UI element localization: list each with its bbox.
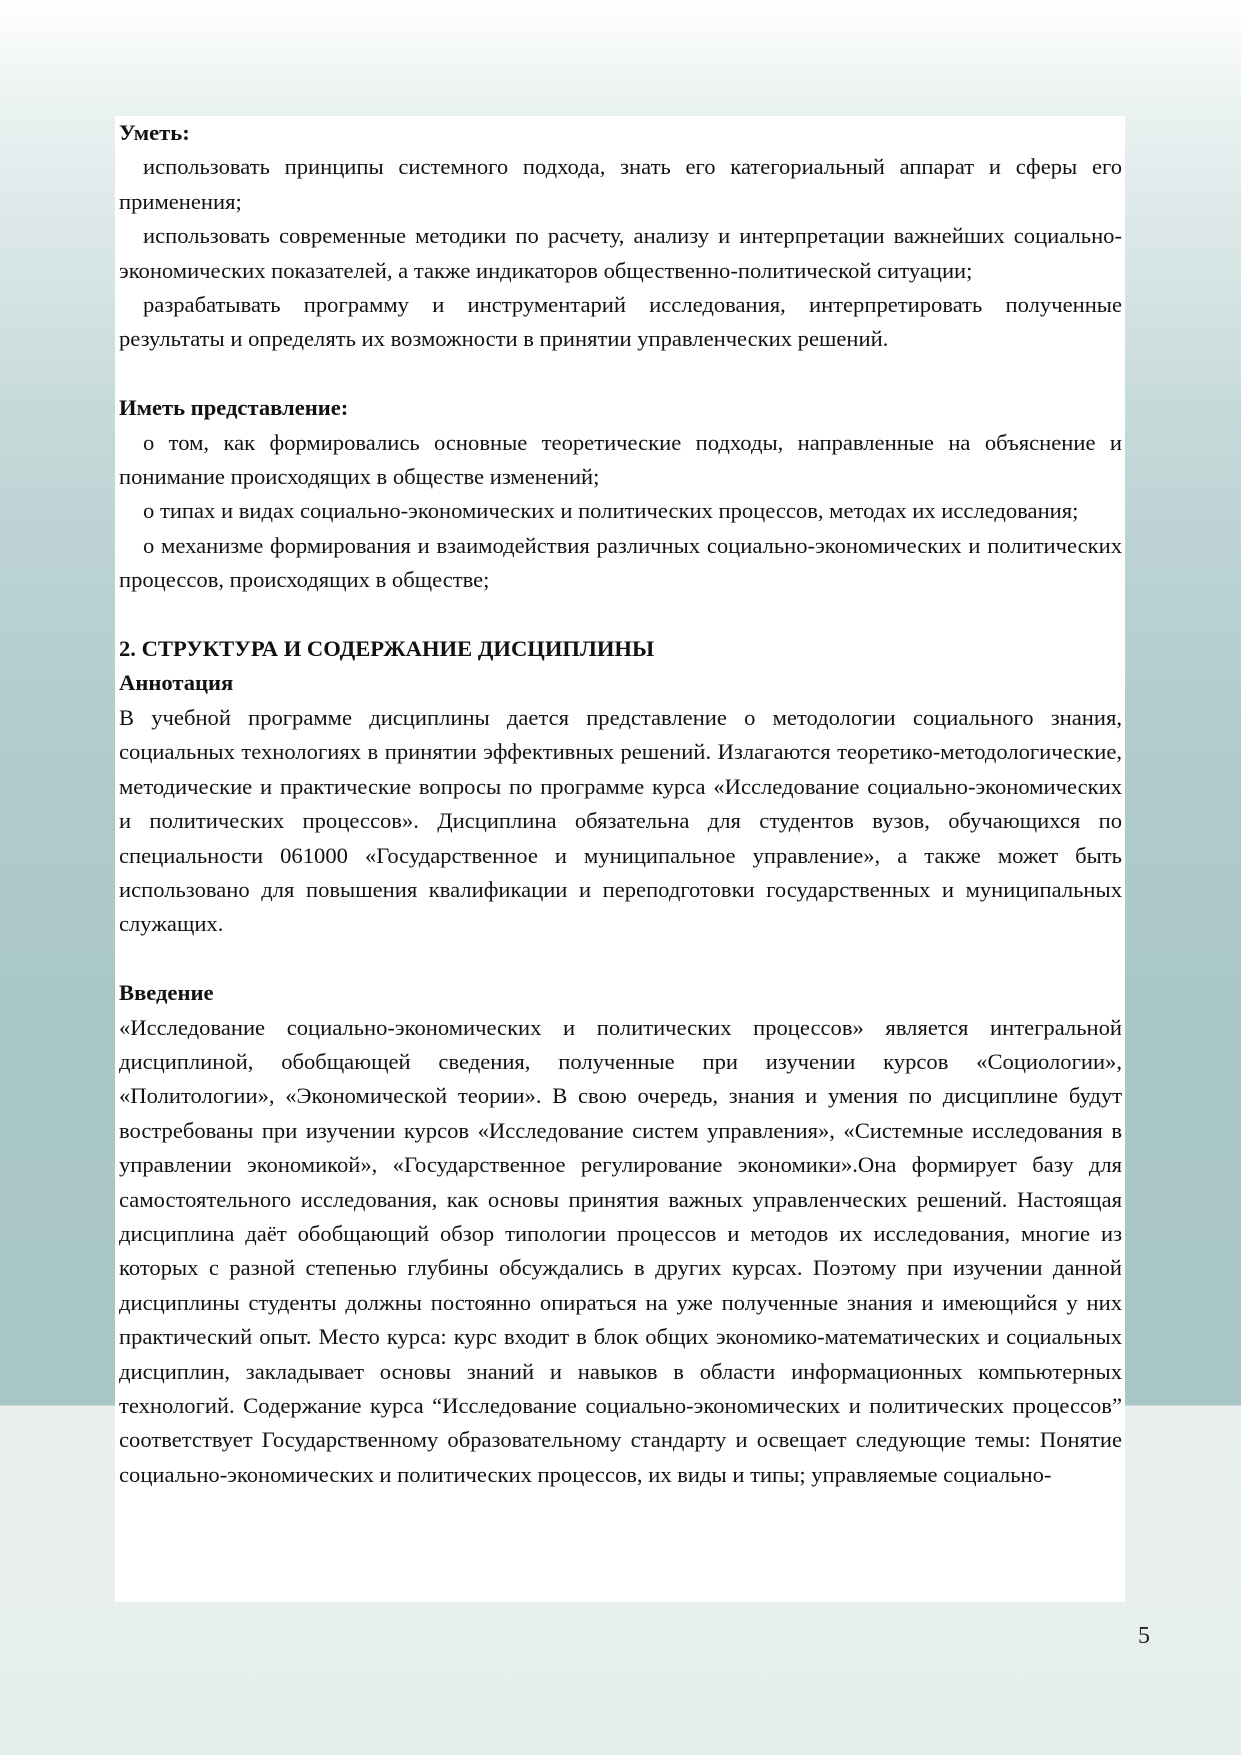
skills-item: использовать современные методики по расчету, анализу и интерпретации важнейших социально-экономических показателей, а также индикаторов общественно-политической ситуации; bbox=[119, 223, 1122, 283]
skills-item: использовать принципы системного подхода, знать его категориальный аппарат и сферы его применения; bbox=[119, 154, 1122, 214]
knowledge-heading: Иметь представление: bbox=[119, 395, 349, 421]
annotation-heading: Аннотация bbox=[119, 670, 234, 696]
skills-item: разрабатывать программу и инструментарий исследования, интерпретировать полученные результаты и определять их возможности в принятии управленческих решений. bbox=[119, 292, 1122, 352]
spacer bbox=[119, 357, 1122, 391]
section-heading: 2. СТРУКТУРА И СОДЕРЖАНИЕ ДИСЦИПЛИНЫ bbox=[119, 636, 655, 662]
intro-heading: Введение bbox=[119, 980, 214, 1006]
spacer bbox=[119, 942, 1122, 976]
page-number: 5 bbox=[1138, 1623, 1150, 1649]
annotation-paragraph: В учебной программе дисциплины дается представление о методологии социального знания, социальных технологиях в принятии эффективных решений. Излагаются теоретико-методологические, методические и практические вопросы по программе курса «Исследование социально-экономических и политических процессов». Дисциплина обязательна для студентов вузов, обучающихся по специальности 061000 «Государственное и муниципальное управление», а также может быть использовано для повышения квалификации и переподготовки государственных и муниципальных служащих. bbox=[119, 704, 1122, 937]
knowledge-item: о типах и видах социально-экономических и политических процессов, методах их исследования; bbox=[143, 498, 1079, 524]
spacer bbox=[119, 598, 1122, 632]
knowledge-item: о том, как формировались основные теоретические подходы, направленные на объяснение и понимание происходящих в обществе изменений; bbox=[119, 429, 1122, 490]
intro-paragraph: «Исследование социально-экономических и политических процессов» является интегральной дисциплиной, обобщающей сведения, полученные при изучении курсов «Социологии», «Политологии», «Экономической теории». В свою очередь, знания и умения по дисциплине будут востребованы при изучении курсов «Исследование систем управления», «Системные исследования в управлении экономикой», «Государственное регулирование экономики».Она формирует базу для самостоятельного исследования, как основы принятия важных управленческих решений. Настоящая дисциплина даёт обобщающий обзор типологии процессов и методов их исследования, многие из которых с разной степенью глубины обсуждались в других курсах. Поэтому при изучении данной дисциплины студенты должны постоянно опираться на уже полученные знания и имеющийся у них практический опыт. Место курса: курс входит в блок общих экономико-математических и социальных дисциплин, закладывает основы знаний и навыков в области информационных компьютерных технологий. Содержание курса “Исследование социально-экономических и политических процессов” соответствует Государственному образовательному стандарту и освещает следующие темы: Понятие социально-экономических и политических процессов, их виды и типы; управляемые социально- bbox=[119, 1014, 1122, 1487]
page-body bbox=[115, 116, 1125, 1602]
skills-heading: Уметь: bbox=[119, 120, 190, 145]
knowledge-item: о механизме формирования и взаимодействия различных социально-экономических и политических процессов, происходящих в обществе; bbox=[119, 532, 1122, 593]
